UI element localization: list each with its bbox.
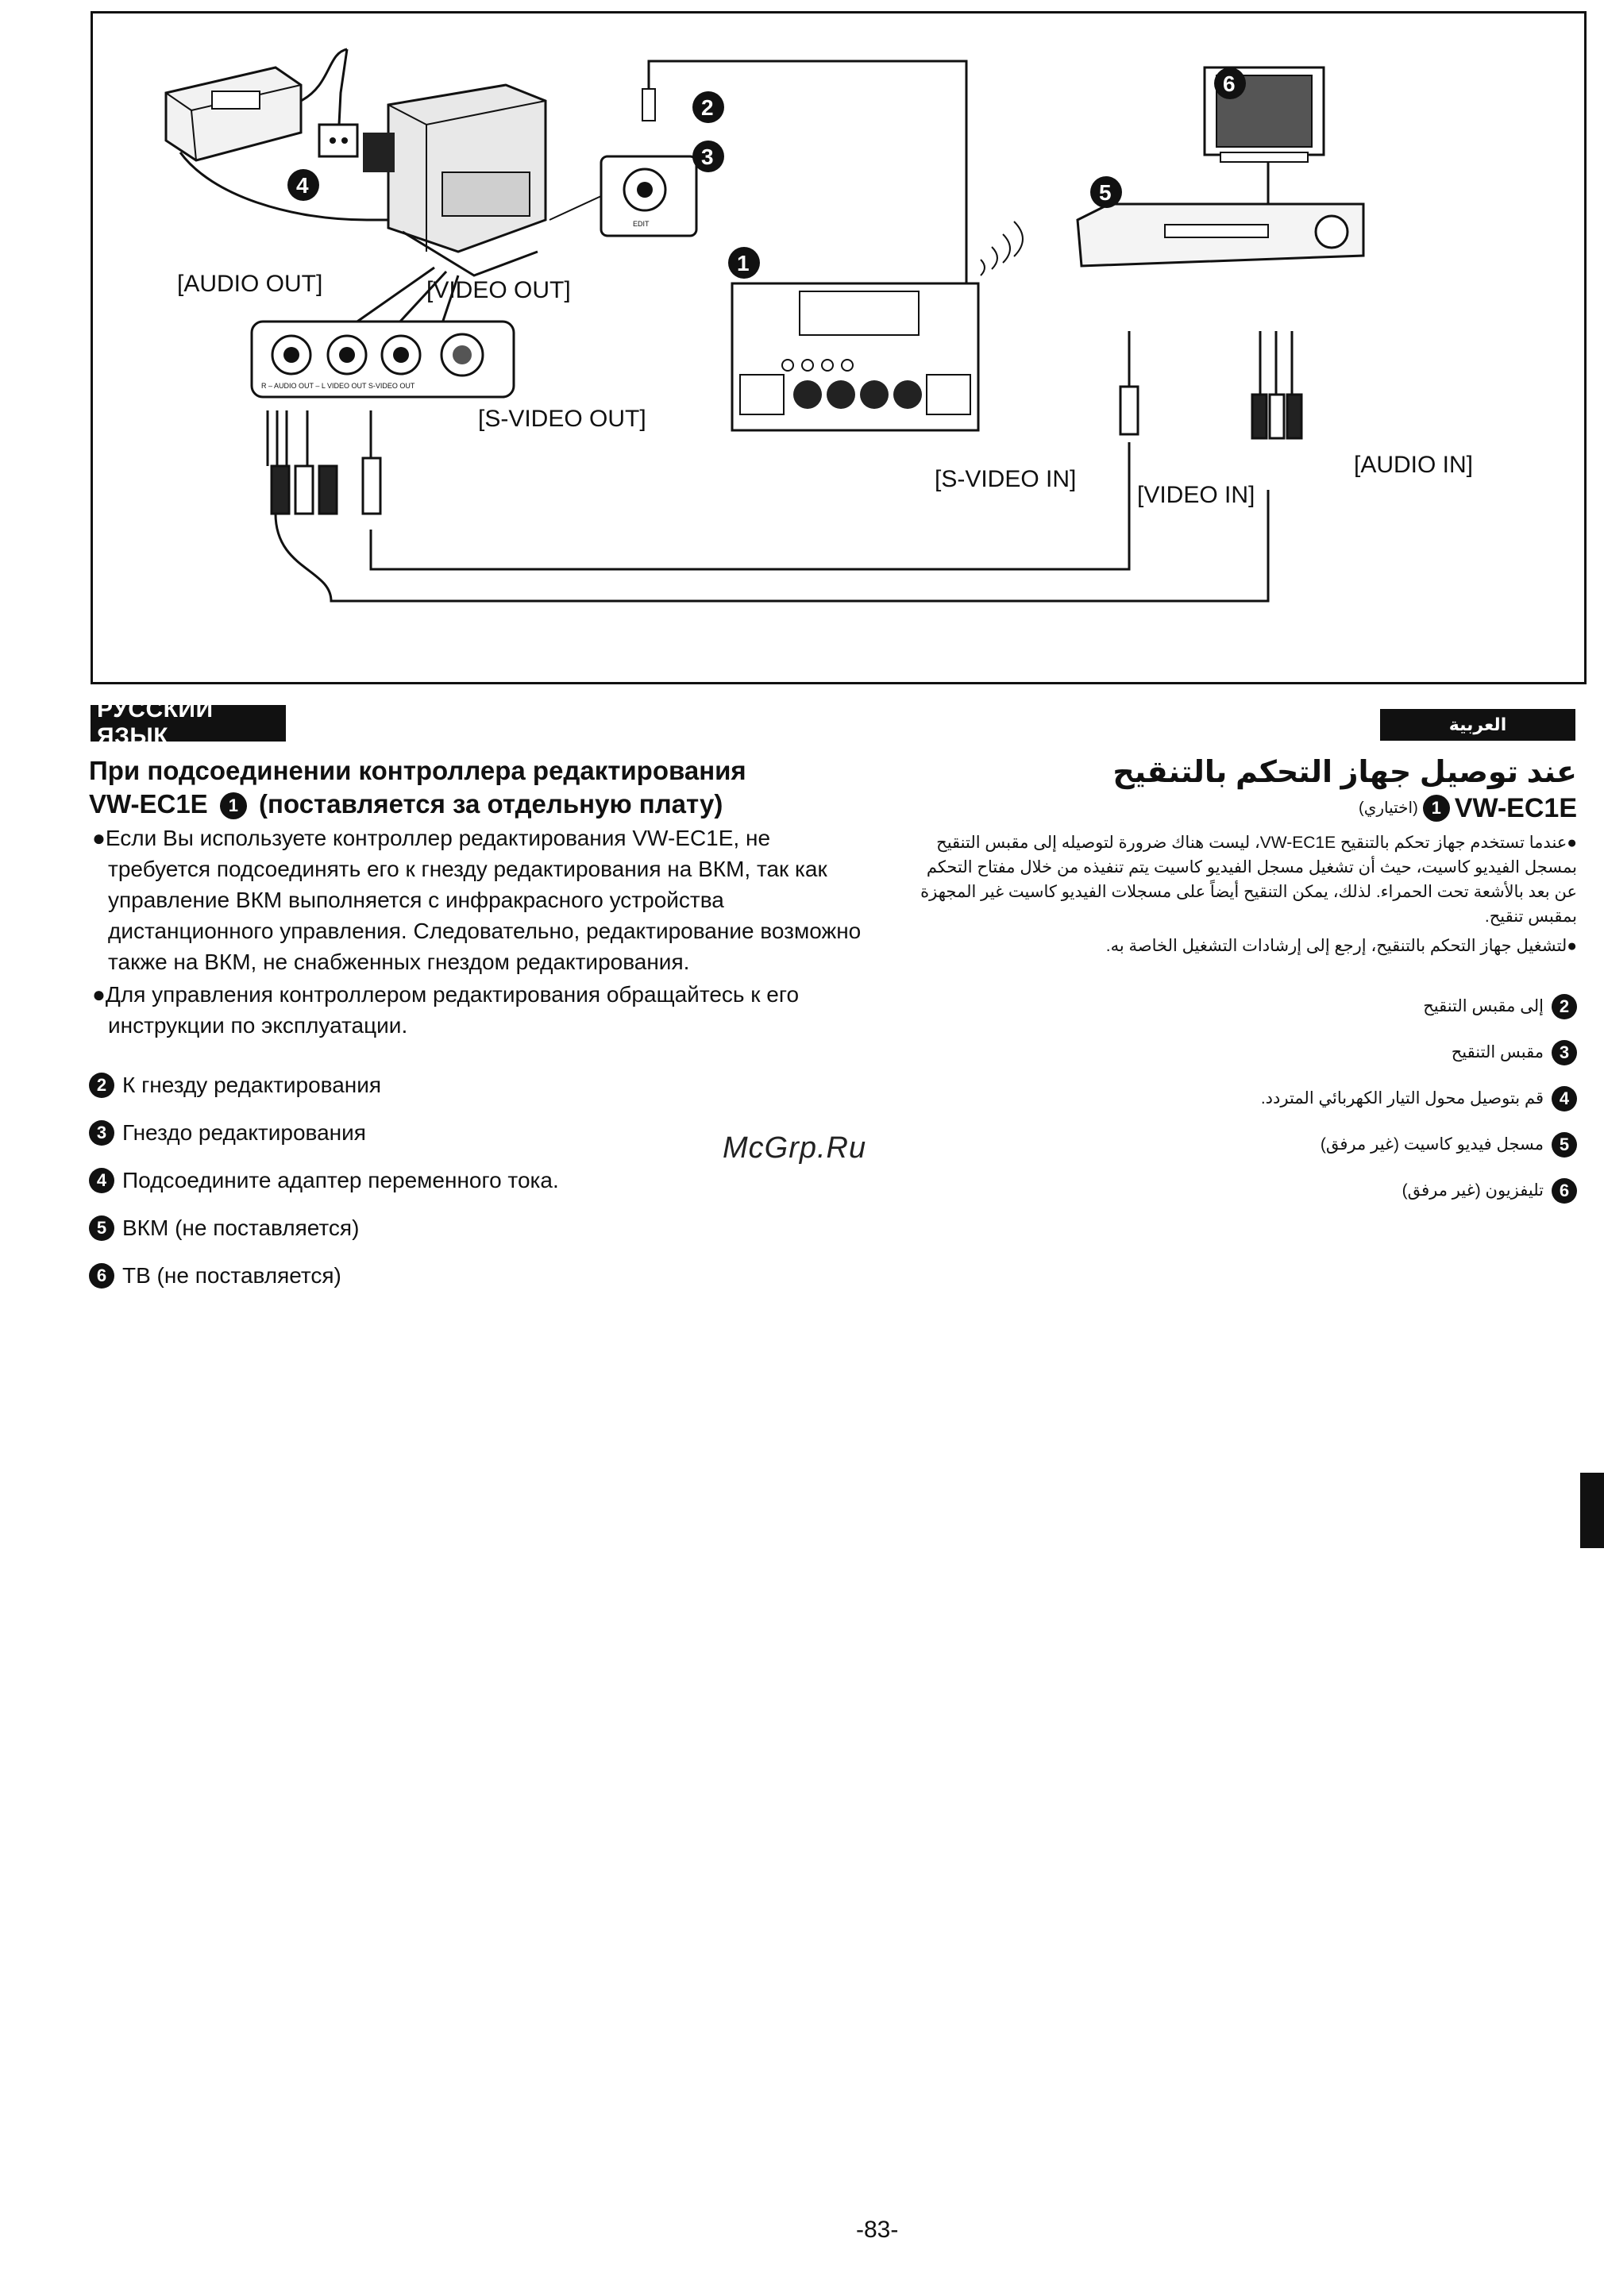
russian-column xyxy=(89,754,867,1309)
arabic-heading: عند توصيل جهاز التحكم بالتنقيح xyxy=(1112,756,1577,789)
badge-4 xyxy=(287,169,319,201)
arabic-legend-list xyxy=(905,993,1577,1204)
label-audio-in: [AUDIO IN] xyxy=(1354,452,1474,478)
badge-6 xyxy=(1214,67,1246,99)
svg-text:2: 2 xyxy=(701,95,714,120)
edit-controller-illustration xyxy=(732,222,1023,430)
arabic-legend-item: 3 مقبس التنقيح xyxy=(905,1039,1577,1066)
russian-bullet: ●Если Вы используете контроллер редактирования VW-EC1E, не требуется подсоединять его к гнезду редактирования на ВКМ, так как управление ВКМ выполняется с инфракрасного устройства дистанционного управления. Следовательно, редактирование возможно также на ВКМ, не снабженных гнездом редактирования. xyxy=(92,826,862,974)
svg-text:5: 5 xyxy=(1099,180,1112,205)
side-tab-marker xyxy=(1580,1473,1604,1548)
label-svideo-out: [S-VIDEO OUT] xyxy=(478,406,646,432)
label-video-out: [VIDEO OUT] xyxy=(426,277,571,303)
svg-text:4: 4 xyxy=(296,173,309,198)
page-number: -83- xyxy=(856,2217,899,2243)
arabic-legend-item: 4 قم بتوصيل محول التيار الكهربائي المتردد. xyxy=(905,1085,1577,1112)
badge-1 xyxy=(728,247,760,279)
badge-3 xyxy=(692,141,724,172)
russian-legend-item: 4 Подсоедините адаптер переменного тока. xyxy=(89,1166,867,1195)
arabic-section-header: العربية xyxy=(1380,709,1575,741)
badge-5 xyxy=(1090,176,1122,208)
arabic-subheading: VW-EC1E 1 (اختياري) xyxy=(1359,793,1577,823)
russian-heading: При подсоединении контроллера редактирования VW-EC1E 1 (поставляется за отдельную плату) xyxy=(89,756,746,819)
arabic-legend-item: 5 مسجل فيديو كاسيت (غير مرفق) xyxy=(905,1131,1577,1158)
russian-legend-item: 6 ТВ (не поставляется) xyxy=(89,1262,867,1290)
arabic-column xyxy=(905,754,1577,1223)
diagram-svg xyxy=(93,13,1589,687)
arabic-bullet: ●لتشغيل جهاز التحكم بالتنقيح، إرجع إلى إرشادات التشغيل الخاصة به. xyxy=(1105,937,1577,955)
label-audio-out: [AUDIO OUT] xyxy=(177,271,323,297)
svg-text:3: 3 xyxy=(701,144,714,169)
label-svideo-in: [S-VIDEO IN] xyxy=(935,466,1077,492)
svg-text:1: 1 xyxy=(737,251,750,275)
russian-legend-list xyxy=(89,1071,867,1290)
russian-legend-item: 2 К гнезду редактирования xyxy=(89,1071,867,1100)
russian-legend-item: 5 ВКМ (не поставляется) xyxy=(89,1214,867,1242)
label-video-in: [VIDEO IN] xyxy=(1137,482,1255,508)
arabic-bullet: ●عندما تستخدم جهاز تحكم بالتنقيح VW-EC1E، ليست هناك ضرورة لتوصيله إلى مقبس التنقيح بمسجل الفيديو كاسيت، حيث أن تشغيل مسجل الفيديو كاسيت يتم تنفيذه من خلال مفتاح التحكم عن بعد بالأشعة تحت الحمراء. لذلك، يمكن التنقيح أيضاً على مسجلات الفيديو كاسيت غير المجهزة بمقبس تنقيح. xyxy=(920,834,1577,926)
watermark: McGrp.Ru xyxy=(723,1131,867,1165)
russian-bullet: ●Для управления контроллером редактирования обращайтесь к его инструкции по эксплуатации. xyxy=(92,982,800,1038)
edit-jack-callout xyxy=(549,61,966,283)
svg-text:EDIT: EDIT xyxy=(633,220,650,228)
russian-section-header: РУССКИЙ ЯЗЫК xyxy=(91,705,286,742)
svg-text:6: 6 xyxy=(1223,71,1236,96)
connection-diagram xyxy=(91,11,1587,684)
av-out-jack-panel xyxy=(252,322,514,397)
number-badge: 1 xyxy=(220,792,247,819)
svg-text:R – AUDIO OUT – L VIDEO OUT: R – AUDIO OUT – L VIDEO OUT S-VIDEO OUT xyxy=(261,382,415,390)
badge-2 xyxy=(692,91,724,123)
arabic-legend-item: 6 تليفزيون (غير مرفق) xyxy=(905,1177,1577,1204)
arabic-legend-item: 2 إلى مقبس التنقيح xyxy=(905,993,1577,1020)
russian-legend-item: 3 Гнездо редактирования xyxy=(89,1119,867,1147)
